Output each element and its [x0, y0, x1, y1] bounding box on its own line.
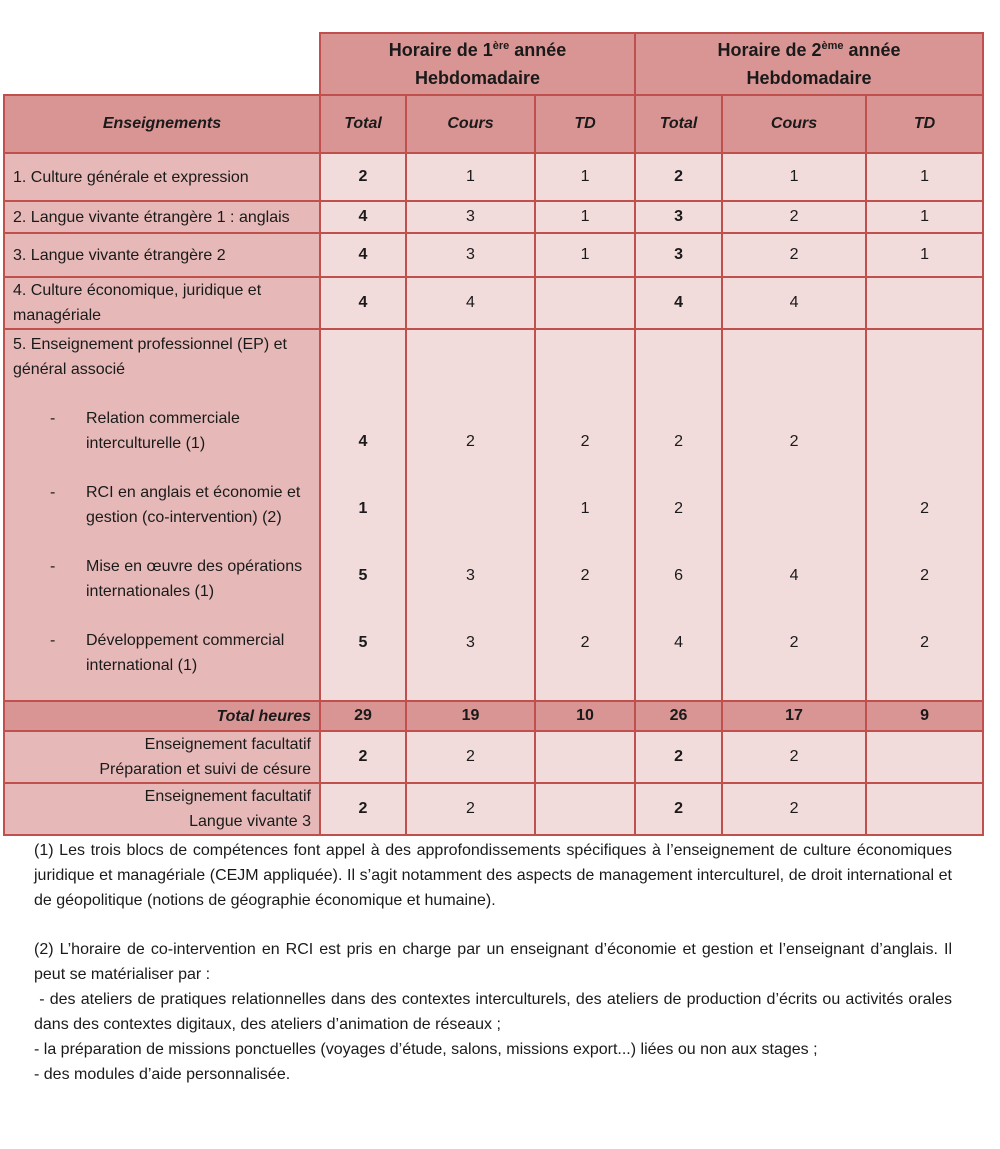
- cell-total2: 2: [635, 783, 722, 835]
- cell-total2: 2: [674, 500, 683, 517]
- cell-td1: 1: [535, 153, 635, 201]
- cell-cours1: 2: [466, 433, 475, 450]
- cell-cours1: 2: [406, 731, 535, 783]
- col-header-cours2: Cours: [722, 95, 866, 153]
- cell-cours1: 2: [406, 783, 535, 835]
- col-header-td1: TD: [535, 95, 635, 153]
- year-header-row: [4, 33, 983, 95]
- cell-td1: [535, 783, 635, 835]
- cell-td1: 1: [580, 500, 590, 517]
- sub-item-label: Développement commercial international (1): [86, 632, 285, 674]
- footnote-2-item: - la préparation de missions ponctuelles (voyages d’étude, salons, missions export...) liées ou non aux stages ;: [34, 1041, 818, 1058]
- cell-td2: 1: [866, 233, 983, 277]
- dash-bullet: -: [50, 410, 56, 427]
- cell-td2: 1: [866, 201, 983, 233]
- footnote-2-intro: (2) L’horaire de co-intervention en RCI est pris en charge par un enseignant d’économie et gestion et l’enseignant d’anglais. Il peut se matérialiser par :: [34, 941, 952, 983]
- cell-total2: 2: [635, 731, 722, 783]
- dash-bullet: -: [50, 632, 56, 649]
- schedule-table: [3, 32, 984, 836]
- cell-cours1: 3: [406, 233, 535, 277]
- sub-item-label: RCI en anglais et économie et gestion (co-intervention) (2): [86, 484, 301, 526]
- cell-td2: 2: [920, 567, 929, 584]
- column-header-row: [4, 95, 983, 153]
- section5-label-cell: [4, 329, 320, 701]
- cell-cours1: 3: [466, 567, 475, 584]
- cell-td2: [867, 408, 982, 475]
- cell-total1: 4: [358, 433, 368, 450]
- cell-cours1: 19: [406, 701, 535, 731]
- cell-td1: 2: [580, 567, 590, 584]
- cell-td1: 1: [535, 233, 635, 277]
- sub-item-label: Relation commerciale interculturelle (1): [86, 410, 240, 452]
- cell-total1: 2: [320, 783, 406, 835]
- cell-total1: 4: [320, 201, 406, 233]
- year2-header: Horaire de 2ème année Hebdomadaire: [635, 33, 983, 95]
- cell-total2: 6: [674, 567, 683, 584]
- cell-total1: 5: [358, 567, 368, 584]
- blank-corner-cell: [4, 33, 320, 95]
- table-row: [4, 783, 983, 835]
- section5-td2-col: [866, 329, 983, 701]
- dash-bullet: -: [50, 484, 56, 501]
- cell-total1: 1: [358, 500, 368, 517]
- table-row: [4, 277, 983, 329]
- section5-row: [4, 329, 983, 701]
- cell-td2: 1: [866, 153, 983, 201]
- cell-total2: 4: [674, 634, 683, 651]
- cell-total2: 2: [635, 153, 722, 201]
- row-label: 4. Culture économique, juridique et managériale: [4, 277, 320, 329]
- cell-cours1: 3: [406, 201, 535, 233]
- cell-total1: 2: [320, 153, 406, 201]
- cell-total2: 4: [635, 277, 722, 329]
- total-label: Total heures: [4, 701, 320, 731]
- row-label: 2. Langue vivante étrangère 1 : anglais: [4, 201, 320, 233]
- cell-total1: 2: [320, 731, 406, 783]
- total-row: [4, 701, 983, 731]
- col-header-enseignements: Enseignements: [4, 95, 320, 153]
- cell-cours1: 1: [406, 153, 535, 201]
- cell-cours2: 1: [722, 153, 866, 201]
- dash-bullet: -: [50, 558, 56, 575]
- cell-cours2: 2: [722, 731, 866, 783]
- footnote-2-item: - des ateliers de pratiques relationnelles dans des contextes interculturels, des ateliers de production d’écrits ou activités orales dans des contextes digitaux, des ateliers d’animation de réseaux ;: [34, 991, 957, 1033]
- cell-td2: [866, 277, 983, 329]
- cell-td2: [866, 731, 983, 783]
- cell-cours2: 2: [722, 783, 866, 835]
- cell-cours1: [407, 475, 534, 542]
- cell-td1: 10: [535, 701, 635, 731]
- section5-total2-col: [635, 329, 722, 701]
- optional-label: Enseignement facultatif Préparation et suivi de césure: [4, 731, 320, 783]
- cell-td2: 9: [866, 701, 983, 731]
- cell-td2: 2: [920, 500, 929, 517]
- list-item: [13, 480, 311, 554]
- row-label: 3. Langue vivante étrangère 2: [4, 233, 320, 277]
- table-row: [4, 731, 983, 783]
- cell-cours1: 3: [466, 634, 475, 651]
- list-item: [13, 406, 311, 480]
- cell-cours2: 17: [722, 701, 866, 731]
- cell-total2: 2: [674, 433, 683, 450]
- col-header-td2: TD: [866, 95, 983, 153]
- section5-cours2-col: [722, 329, 866, 701]
- cell-td1: [535, 731, 635, 783]
- section5-sub-list: [13, 406, 311, 700]
- cell-td2: [866, 783, 983, 835]
- year1-header: Horaire de 1ère année Hebdomadaire: [320, 33, 635, 95]
- list-item: [13, 628, 311, 700]
- cell-total1: 29: [320, 701, 406, 731]
- cell-cours2: 2: [722, 201, 866, 233]
- col-header-cours1: Cours: [406, 95, 535, 153]
- table-row: [4, 233, 983, 277]
- cell-total2: 3: [635, 233, 722, 277]
- cell-cours2: [723, 475, 865, 542]
- list-item: [13, 554, 311, 628]
- footnote-2-item: - des modules d’aide personnalisée.: [34, 1066, 291, 1083]
- cell-td1: 1: [535, 201, 635, 233]
- section5-cours1-col: [406, 329, 535, 701]
- row-label: 1. Culture générale et expression: [4, 153, 320, 201]
- section5-total1-col: [320, 329, 406, 701]
- cell-cours1: 4: [406, 277, 535, 329]
- cell-td1: [535, 277, 635, 329]
- cell-total1: 5: [358, 634, 368, 651]
- cell-cours2: 2: [789, 634, 799, 651]
- cell-td2: 2: [920, 634, 929, 651]
- cell-total1: 4: [320, 233, 406, 277]
- section5-td1-col: [535, 329, 635, 701]
- sub-item-label: Mise en œuvre des opérations internationales (1): [86, 558, 303, 600]
- footnote-1: (1) Les trois blocs de compétences font appel à des approfondissements spécifiques à l’enseignement de culture économiques juridique et managériale (CEJM appliquée). Il s’agit notamment des aspects de management interculturel, de droit international et de géopolitique (notions de géographie économique et humaine).: [34, 842, 952, 909]
- table-row: [4, 153, 983, 201]
- cell-cours2: 2: [722, 233, 866, 277]
- col-header-total2: Total: [635, 95, 722, 153]
- cell-total1: 4: [320, 277, 406, 329]
- cell-cours2: 4: [722, 277, 866, 329]
- cell-cours2: 4: [789, 567, 799, 584]
- footnotes: [34, 838, 957, 1087]
- cell-total2: 26: [635, 701, 722, 731]
- optional-label: Enseignement facultatif Langue vivante 3: [4, 783, 320, 835]
- table-row: [4, 201, 983, 233]
- cell-td1: 2: [580, 433, 590, 450]
- col-header-total1: Total: [320, 95, 406, 153]
- cell-td1: 2: [580, 634, 590, 651]
- cell-cours2: 2: [789, 433, 799, 450]
- cell-total2: 3: [635, 201, 722, 233]
- section5-title: 5. Enseignement professionnel (EP) et général associé: [13, 336, 287, 378]
